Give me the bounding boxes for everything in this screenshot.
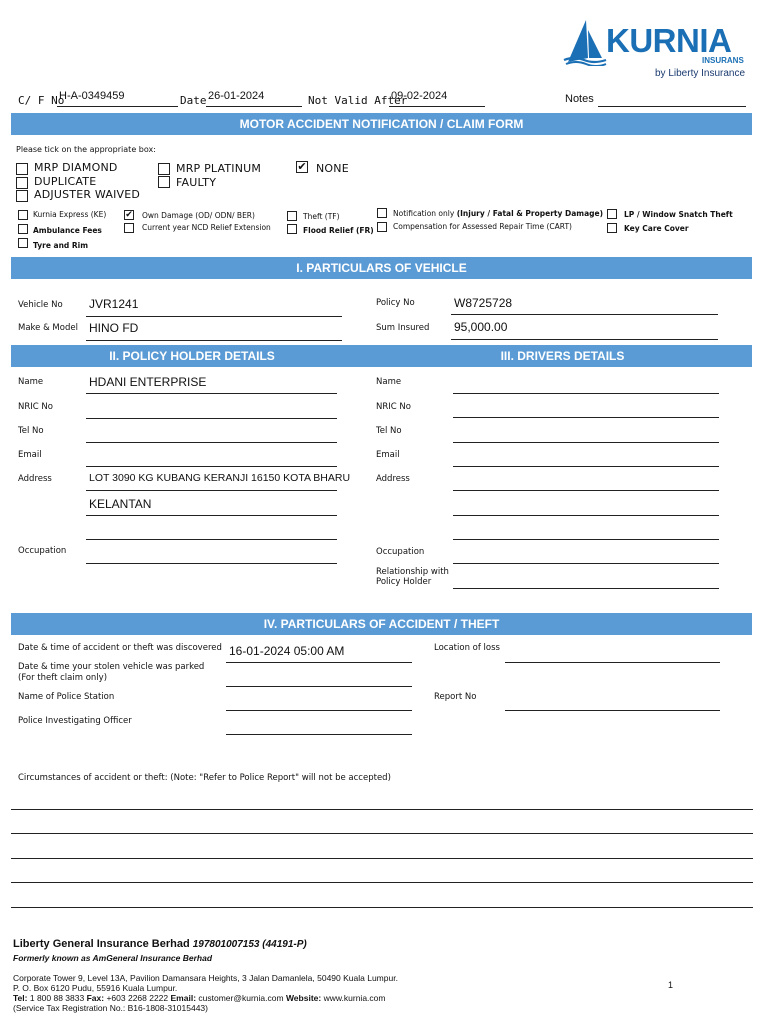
mrp-diamond-checkbox[interactable]	[16, 163, 28, 175]
duplicate-label: DUPLICATE	[34, 175, 97, 188]
make-model-value[interactable]: HINO FD	[89, 321, 139, 335]
section-vehicle-band	[11, 257, 752, 279]
sum-insured-value[interactable]: 95,000.00	[454, 320, 508, 334]
circumstances-line-1[interactable]	[11, 809, 753, 810]
brand-sub: INSURANS	[702, 56, 744, 65]
driver-relationship-label: Relationship with Policy Holder	[376, 567, 449, 587]
section-policy-holder-band	[11, 345, 373, 367]
adjuster-waived-checkbox[interactable]	[16, 190, 28, 202]
page-number: 1	[668, 980, 674, 990]
driver-relationship-field[interactable]	[453, 588, 719, 589]
footer-address2: P. O. Box 6120 Pudu, 55916 Kuala Lumpur.	[13, 983, 178, 993]
driver-name-label: Name	[376, 377, 402, 387]
key-care-label: Key Care Cover	[624, 224, 689, 233]
check-icon: ✔	[125, 210, 133, 220]
notification-only-label: Notification only (Injury / Fatal & Property Damage)	[393, 209, 604, 218]
make-model-label: Make & Model	[18, 323, 78, 333]
holder-name-label: Name	[18, 377, 44, 387]
kurnia-sail-icon	[562, 18, 608, 66]
section-drivers-title: III. DRIVERS DETAILS	[500, 349, 625, 363]
sum-insured-label: Sum Insured	[376, 323, 430, 333]
circumstances-line-5[interactable]	[11, 907, 753, 908]
report-no-label: Report No	[434, 692, 477, 702]
none-label: NONE	[316, 162, 349, 175]
ncd-relief-label: Current year NCD Relief Extension	[142, 223, 271, 232]
date-label: Date	[180, 94, 207, 107]
tyre-rim-checkbox[interactable]	[18, 238, 28, 248]
policy-no-label: Policy No	[376, 298, 415, 308]
ncd-relief-checkbox[interactable]	[124, 223, 134, 233]
driver-nric-field[interactable]	[453, 417, 719, 418]
none-checkbox[interactable]	[296, 161, 308, 173]
kurnia-express-label: Kurnia Express (KE)	[33, 210, 107, 219]
ambulance-fees-checkbox[interactable]	[18, 224, 28, 234]
report-no-field[interactable]	[505, 710, 720, 711]
holder-tel-field[interactable]	[86, 442, 337, 443]
own-damage-label: Own Damage (OD/ ODN/ BER)	[142, 211, 255, 220]
notes-label: Notes	[565, 93, 594, 105]
location-field[interactable]	[505, 662, 720, 663]
date-value: 26-01-2024	[208, 90, 265, 102]
driver-tel-field[interactable]	[453, 442, 719, 443]
cf-label: C/ F No	[18, 94, 65, 107]
circumstances-line-2[interactable]	[11, 833, 753, 834]
kurnia-express-checkbox[interactable]	[18, 210, 28, 220]
location-label: Location of loss	[434, 643, 500, 653]
holder-name-value[interactable]: HDANI ENTERPRISE	[89, 375, 207, 389]
footer-reg: 197801007153 (44191-P)	[192, 939, 307, 950]
section-accident-band	[11, 613, 752, 635]
brand-name: KURNIA	[606, 22, 732, 59]
driver-tel-label: Tel No	[376, 426, 402, 436]
mrp-platinum-label: MRP PLATINUM	[176, 162, 262, 175]
driver-name-field[interactable]	[453, 393, 719, 394]
accident-datetime-value[interactable]: 16-01-2024 05:00 AM	[229, 644, 345, 658]
faulty-checkbox[interactable]	[158, 176, 170, 188]
holder-address-label: Address	[18, 474, 52, 484]
tick-instruction: Please tick on the appropriate box:	[16, 145, 156, 154]
duplicate-checkbox[interactable]	[16, 177, 28, 189]
flood-relief-label: Flood Relief (FR)	[303, 226, 374, 235]
officer-field[interactable]	[226, 734, 412, 735]
police-station-label: Name of Police Station	[18, 692, 115, 702]
mrp-diamond-label: MRP DIAMOND	[34, 161, 118, 174]
footer-formerly: Formerly known as AmGeneral Insurance Berhad	[13, 953, 213, 963]
driver-address-label: Address	[376, 474, 410, 484]
own-damage-checkbox[interactable]	[124, 210, 134, 220]
cf-value: H-A-0349459	[59, 90, 125, 102]
faulty-label: FAULTY	[176, 176, 217, 189]
driver-nric-label: NRIC No	[376, 402, 411, 412]
parked-field[interactable]	[226, 686, 412, 687]
form-title-band	[11, 113, 752, 135]
holder-email-label: Email	[18, 450, 42, 460]
vehicle-no-label: Vehicle No	[18, 300, 63, 310]
lp-window-snatch-checkbox[interactable]	[607, 209, 617, 219]
notes-field[interactable]	[598, 106, 746, 107]
theft-checkbox[interactable]	[287, 211, 297, 221]
mrp-platinum-checkbox[interactable]	[158, 163, 170, 175]
footer-company-line	[13, 938, 307, 950]
police-station-field[interactable]	[226, 710, 412, 711]
not-valid-after-value: 09-02-2024	[391, 90, 448, 102]
parked-label: Date & time your stolen vehicle was parked	[18, 662, 205, 672]
key-care-checkbox[interactable]	[607, 223, 617, 233]
holder-address-line2[interactable]: KELANTAN	[89, 497, 152, 511]
not-valid-after-label: Not Valid After	[308, 94, 408, 107]
driver-email-label: Email	[376, 450, 400, 460]
footer-sst: (Service Tax Registration No.: B16-1808-31015443)	[13, 1003, 208, 1013]
driver-occupation-field[interactable]	[453, 563, 719, 564]
holder-tel-label: Tel No	[18, 426, 44, 436]
policy-no-value[interactable]: W8725728	[454, 296, 513, 310]
form-title: MOTOR ACCIDENT NOTIFICATION / CLAIM FORM	[239, 117, 524, 131]
footer-contacts: Tel: 1 800 88 3833 Fax: +603 2268 2222 Email: customer@kurnia.com Website: www.kurnia.com	[13, 993, 386, 1003]
circumstances-line-3[interactable]	[11, 858, 753, 859]
holder-nric-field[interactable]	[86, 418, 337, 419]
section-vehicle-title: I. PARTICULARS OF VEHICLE	[296, 261, 467, 275]
holder-nric-label: NRIC No	[18, 402, 53, 412]
holder-email-field[interactable]	[86, 466, 337, 467]
accident-datetime-label: Date & time of accident or theft was discovered	[18, 643, 222, 653]
ambulance-fees-label: Ambulance Fees	[33, 226, 102, 235]
notification-only-checkbox[interactable]	[377, 208, 387, 218]
holder-occupation-label: Occupation	[18, 546, 67, 556]
driver-email-field[interactable]	[453, 466, 719, 467]
theft-label: Theft (TF)	[303, 212, 340, 221]
cart-label: Compensation for Assessed Repair Time (CART)	[393, 222, 572, 231]
tyre-rim-label: Tyre and Rim	[33, 241, 89, 250]
section-policy-holder-title: II. POLICY HOLDER DETAILS	[109, 349, 275, 363]
footer-company: Liberty General Insurance Berhad	[13, 938, 190, 950]
section-accident-title: IV. PARTICULARS OF ACCIDENT / THEFT	[263, 617, 500, 631]
lp-window-snatch-label: LP / Window Snatch Theft	[624, 210, 733, 219]
circumstances-line-4[interactable]	[11, 882, 753, 883]
flood-relief-checkbox[interactable]	[287, 224, 297, 234]
holder-address-line1[interactable]: LOT 3090 KG KUBANG KERANJI 16150 KOTA BHARU	[89, 472, 351, 484]
kurnia-logo	[562, 16, 752, 82]
parked-sub-label: (For theft claim only)	[18, 673, 108, 683]
officer-label: Police Investigating Officer	[18, 716, 132, 726]
vehicle-no-value[interactable]: JVR1241	[89, 297, 139, 311]
footer-address1: Corporate Tower 9, Level 13A, Pavilion Damansara Heights, 3 Jalan Damanlela, 50490 Kuala Lumpur.	[13, 973, 398, 983]
driver-occupation-label: Occupation	[376, 547, 425, 557]
holder-occupation-field[interactable]	[86, 563, 337, 564]
circumstances-label: Circumstances of accident or theft: (Note: "Refer to Police Report" will not be accepted)	[18, 773, 391, 783]
footer-fax: +603 2268 2222	[106, 993, 169, 1003]
footer-tel: 1 800 88 3833	[29, 993, 85, 1003]
brand-tagline: by Liberty Insurance	[655, 68, 746, 79]
adjuster-waived-label: ADJUSTER WAIVED	[34, 188, 141, 201]
cart-checkbox[interactable]	[377, 222, 387, 232]
section-drivers-band	[373, 345, 752, 367]
footer-website[interactable]: www.kurnia.com	[323, 993, 386, 1003]
footer-email[interactable]: customer@kurnia.com	[198, 993, 284, 1003]
check-icon: ✔	[297, 160, 307, 173]
